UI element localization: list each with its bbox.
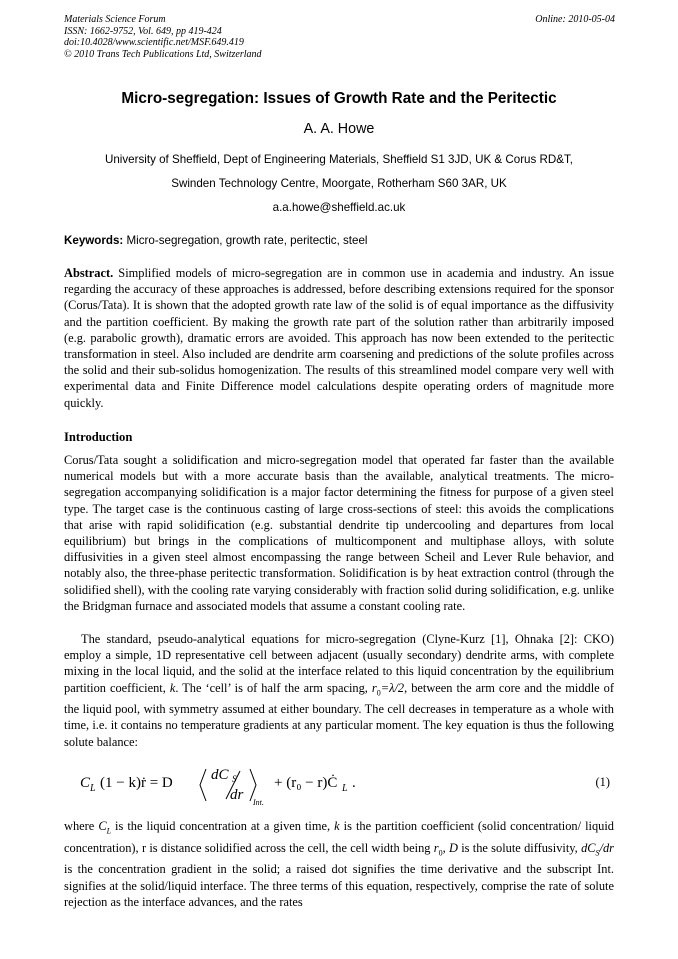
abstract-label: Abstract. <box>64 266 114 280</box>
eq-CL-sub: L <box>90 783 96 794</box>
abstract-text: Simplified models of micro-segregation are in common use in academia and industry. An issue regarding the accuracy of these approaches is addressed, before describing extensions required for the sponsor (Corus/Tata). It is shown that the adopted growth rate law of the solid is of equal importance as the diffusivity and the partition coefficient. By making the growth rate part of the solution rather than arbitrarily imposed (e.g. parabolic growth), dramatic errors are avoided. This approach has now been extended to the peritectic transformation in steel. Also included are dendrite arm coarsening and predictions of the solute profiles across the solid and their sub-solidus homogenization. The results of this streamlined model compare very well with experimental data and Finite Difference model calculations despite operating orders of magnitude more quickly. <box>64 266 614 410</box>
eq-sub-int: Int. <box>253 798 264 805</box>
section-heading-introduction: Introduction <box>64 430 133 444</box>
issn-line: ISSN: 1662-9752, Vol. 649, pp 419-424 <box>64 25 222 37</box>
intro-paragraph-1: Corus/Tata sought a solidification and micro-segregation model that operated far faster than the available numerical models but with a more accurate basis than the available, analytical treatments. The micro-segregation accompanying solidification is a major factor determining the fitness for purpose of a given steel type. The target case is the continuous casting of large cross-sections of steel: this avoids the complications that arise with rapid solidification (e.g. substantial dendrite tip undercooling and departures from local equilibrium) but brings in the complications of multicomponent and multiphase alloys, with solute diffusivities in a given steel almost encompassing the range between Scheil and Lever Rule behavior, and notably also, the three-phase peritectic transformation. Solidification is by heat extraction control (through the solidified shell), with the cooling rate varying considerably with fraction solid during solidification, e.g. unlike the Bridgman furnace and associated models that assume a constant cooling rate. <box>64 453 614 613</box>
online-date: Online: 2010-05-04 <box>535 14 615 25</box>
keywords <box>64 234 615 247</box>
journal-name: Materials Science Forum <box>64 14 166 25</box>
keywords-text: Micro-segregation, growth rate, peritectic, steel <box>123 234 368 247</box>
abstract <box>64 265 614 411</box>
doi-line: doi:10.4028/www.scientific.net/MSF.649.419 <box>64 37 244 48</box>
eq-rhs: + (r₀ − r)Ċ <box>274 775 338 791</box>
affiliation <box>0 148 678 220</box>
eq-angle-right <box>250 769 256 801</box>
author-name: A. A. Howe <box>303 121 375 137</box>
eq-rhs-sub: L <box>342 783 348 794</box>
eq-frac-num-sub: S <box>232 774 237 784</box>
keywords-label: Keywords: <box>64 234 124 247</box>
copyright-line: © 2010 Trans Tech Publications Ltd, Switzerland <box>64 48 262 60</box>
eq-lhs: (1 − k)ṙ = D <box>100 775 173 791</box>
journal-header <box>64 14 615 60</box>
paper-title: Micro-segregation: Issues of Growth Rate and the Peritectic <box>121 90 557 107</box>
equation-explanation: where $C_L$ is the liquid concentration at a given time, k is the partition coefficient (solid concentration/ liquid concentration), r is distance solidified across the cell, the cell width being $r_0$, D is the solute diffusivity, $dC_S/dr$ is the concentration gradient in the solid; a raised dot signifies the time derivative and the subscript Int. signifies at the solid/liquid interface. The three terms of this equation, respectively, comprise the rate of solute rejection as the interface advances, and the rates <box>64 819 614 909</box>
eq-angle-left <box>200 769 206 801</box>
equation-graphic <box>80 761 380 805</box>
affiliation-line-1: University of Sheffield, Dept of Engineering Materials, Sheffield S1 3JD, UK & Corus RD&T, <box>104 153 574 166</box>
equation-1 <box>80 761 614 805</box>
eq-frac-den: dr <box>230 787 244 803</box>
affiliation-line-2: Swinden Technology Centre, Moorgate, Rotherham S60 3AR, UK <box>171 177 507 190</box>
eq-frac-num: dC <box>211 767 229 783</box>
author-email: a.a.howe@sheffield.ac.uk <box>272 201 406 214</box>
intro-paragraph-2: The standard, pseudo-analytical equations for micro-segregation (Clyne-Kurz [1], Ohnaka [2]: CKO) employ a simple, 1D representative cell between adjacent (usually secondary) dendrite arms, with complete mixing in the local liquid, and the solid at the interface related to this liquid concentration by the equilibrium partition coefficient, k. The ‘cell’ is of half the arm spacing, $r_0=\lambda/2$, between the arm core and the middle of the liquid pool, with symmetry assumed at either boundary. The cell decreases in temperature as a whole with time, i.e. it contains no temperature gradients at any particular moment. The key equation is thus the following solute balance: <box>64 632 614 749</box>
equation-number: (1) <box>595 775 610 789</box>
eq-end: . <box>352 775 356 791</box>
eq-CL: C <box>80 775 91 791</box>
